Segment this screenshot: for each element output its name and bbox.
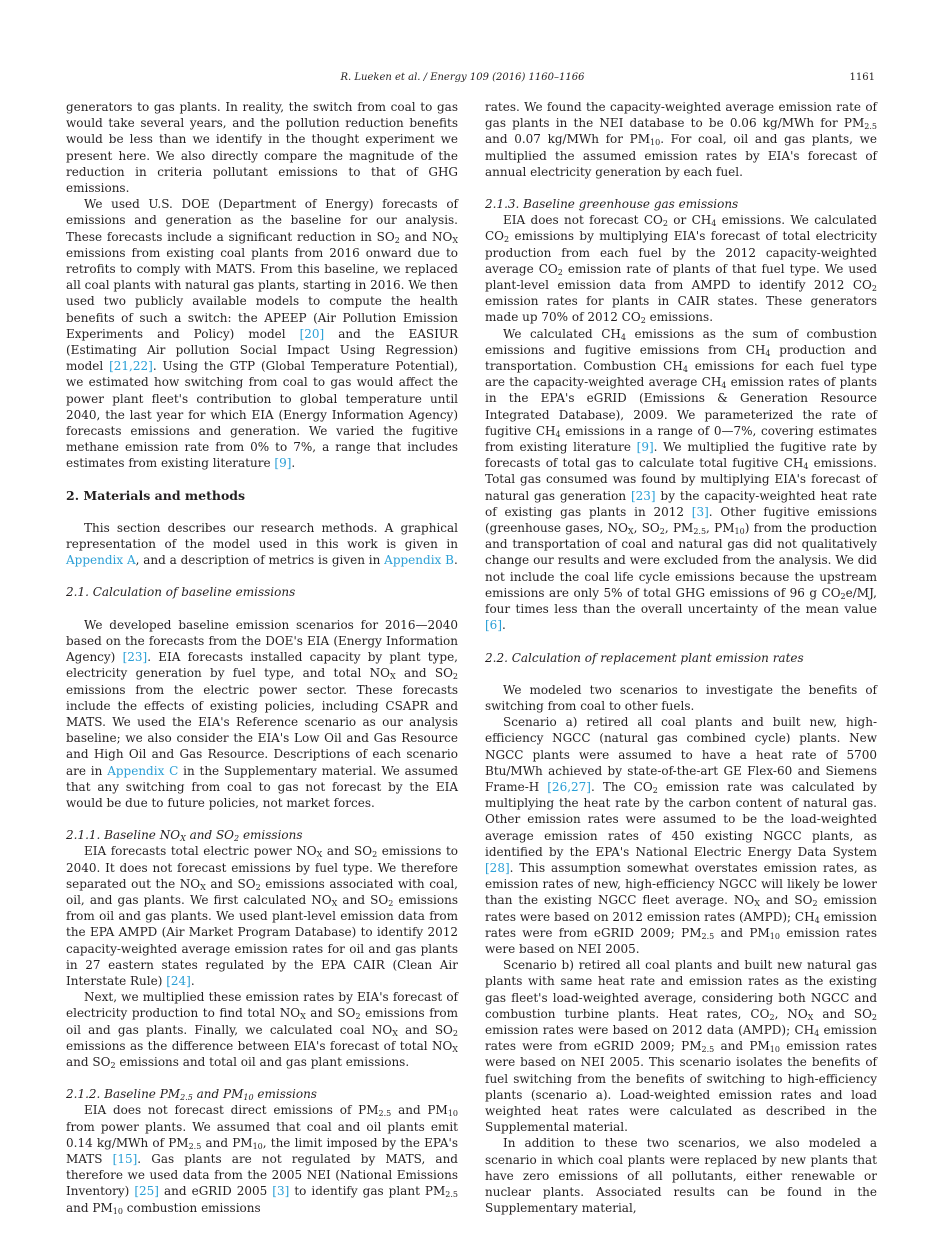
section-2-2-paragraph-4: In addition to these two scenarios, we also modeled a scenario in which coal plants were replaced by new plants that have zero emissions of all pollutants, either renewable or nuclear plants. Associated results can be found in the Supplementary material, <box>485 1136 877 1216</box>
appendix-a-link[interactable]: Appendix A <box>66 553 136 568</box>
citation-link[interactable]: [9] <box>636 440 654 455</box>
citation-link[interactable]: [6] <box>485 618 502 633</box>
citation-link[interactable]: [20] <box>299 326 325 341</box>
running-header <box>0 72 925 88</box>
citation-link[interactable]: [15] <box>112 1151 138 1166</box>
running-title: R. Lueken et al. / Energy 109 (2016) 1160–1166 <box>340 72 585 83</box>
citation-link[interactable]: [25] <box>134 1184 159 1199</box>
appendix-b-link[interactable]: Appendix B <box>384 553 454 568</box>
section-2-1-3-paragraph-1: EIA does not forecast $CO_2$ or $CH_4$ emissions. We calculated $CO_2$ emissions by multiplying EIA's forecast of total electricity production from each fuel by the 2012 capacity-weighted average $CO_2$ emission rate of plants of that fuel type. We used plant-level emission data from AMPD to identify 2012 $CO_2$ emission rates for plants in CAIR states. These generators made up 70% of 2012 $CO_2$ emissions. <box>485 213 878 326</box>
right-column <box>485 99 877 1216</box>
section-2-1-1-paragraph-2: Next, we multiplied these emission rates by EIA's forecast of electricity production to find total $NO_X$ and $SO_2$ emissions from oil and gas plants. Finally, we calculated coal $NO_X$ and $SO_2$ emissions as the difference between EIA's forecast of total $NO_X$ and $SO_2$ emissions and total oil and gas plant emissions. <box>66 990 459 1070</box>
intro-paragraph-1: generators to gas plants. In reality, the switch from coal to gas would take several years, and the pollution reduction benefits would be less than we identify in the thought experiment we present here. We also directly compare the magnitude of the reduction in criteria pollutant emissions to that of GHG emissions. <box>66 100 458 196</box>
section-2-2-paragraph-2: Scenario a) retired all coal plants and built new, high-efficiency NGCC (natural gas combined cycle) plants. New NGCC plants were assumed to have a heat rate of 5700 Btu/MWh achieved by state-of-the-art GE Flex-60 and Siemens Frame-H [26,27]. The $CO_2$ emission rate was calculated by multiplying the heat rate by the carbon content of natural gas. Other emission rates were assumed to be the load-weighted average emission rates of 450 existing NGCC plants, as identified by the EPA's National Electric Energy Data System [28]. This assumption somewhat overstates emission rates, as emission rates of new, high-efficiency NGCC will likely be lower than the existing NGCC fleet average. $NO_X$ and $SO_2$ emission rates were based on 2012 emission rates (AMPD); $CH_4$ emission rates were from eGRID 2009; $PM_{2.5}$ and $PM_{10}$ emission rates were based on NEI 2005. <box>485 715 877 956</box>
appendix-c-link[interactable]: Appendix C <box>107 763 179 778</box>
citation-link[interactable]: [21,22] <box>109 359 153 374</box>
section-2-2-paragraph-3: Scenario b) retired all coal plants and built new natural gas plants with same heat rate and emission rates as the existing gas fleet's load-weighted average, considering both NGCC and combustion turbine plants. Heat rates, $CO_2$, $NO_X$ and $SO_2$ emission rates were based on 2012 data (AMPD); $CH_4$ emission rates were from eGRID 2009; $PM_{2.5}$ and $PM_{10}$ emission rates were based on NEI 2005. This scenario isolates the benefits of fuel switching from the benefits of switching to high-efficiency plants (scenario a). Load-weighted emission rates and load weighted heat rates were calculated as described in the Supplemental material. <box>485 958 877 1135</box>
section-2-2-heading: 2.2. Calculation of replacement plant emission rates <box>485 650 804 665</box>
citation-link[interactable]: [3] <box>272 1184 290 1199</box>
section-2-1-2-paragraph: EIA does not forecast direct emissions of $PM_{2.5}$ and $PM_{10}$ from power plants. We assumed that coal and oil plants emit 0.14 kg/MWh of $PM_{2.5}$ and $PM_{10}$, the limit imposed by the EPA's MATS [15]. Gas plants are not regulated by MATS, and therefore we used data from the 2005 NEI (National Emissions Inventory) [25] and eGRID 2005 [3] to identify gas plant $PM_{2.5}$ and $PM_{10}$ combustion emissions <box>66 1103 459 1216</box>
citation-link[interactable]: [24] <box>166 973 191 988</box>
section-2-1-1-paragraph-1: EIA forecasts total electric power $NO_X$ and $SO_2$ emissions to 2040. It does not forecast emissions by fuel type. We therefore separated out the $NO_X$ and $SO_2$ emissions associated with coal, oil, and gas plants. We first calculated $NO_X$ and $SO_2$ emissions from oil and gas plants. We used plant-level emission data from the EPA AMPD (Air Market Program Database) to identify 2012 capacity-weighted average emission rates for oil and gas plants in 27 eastern states regulated by the EPA CAIR (Clean Air Interstate Rule) [24]. <box>66 844 458 988</box>
citation-link[interactable]: [23] <box>630 488 656 503</box>
section-2-paragraph: This section describes our research methods. A graphical representation of the model used in this work is given in Appendix A, and a description of metrics is given in Appendix B. <box>66 520 458 568</box>
section-2-1-3-heading: 2.1.3. Baseline greenhouse gas emissions <box>485 197 739 212</box>
continued-paragraph: rates. We found the capacity-weighted average emission rate of gas plants in the NEI database to be 0.06 kg/MWh for $PM_{2.5}$ and 0.07 kg/MWh for $PM_{10}$. For coal, oil and gas plants, we multiplied the assumed emission rates by EIA's forecast of annual electricity generation by each fuel. <box>485 100 877 179</box>
citation-link[interactable]: [28] <box>485 860 510 875</box>
citation-link[interactable]: [26,27] <box>547 779 591 794</box>
citation-link[interactable]: [23] <box>122 650 148 665</box>
section-2-1-heading: 2.1. Calculation of baseline emissions <box>66 585 296 600</box>
section-2-heading: 2. Materials and methods <box>66 487 246 503</box>
page-number: 1161 <box>849 72 875 83</box>
intro-paragraph-2: We used U.S. DOE (Department of Energy) forecasts of emissions and generation as the baseline for our analysis. These forecasts include a significant reduction in $SO_2$ and $NO_X$ emissions from existing coal plants from 2016 onward due to retrofits to comply with MATS. From this baseline, we replaced all coal plants with natural gas plants, starting in 2016. We then used two publicly available models to compute the health benefits of such a switch: the APEEP (Air Pollution Emission Experiments and Policy) model [20] and the EASIUR (Estimating Air pollution Social Impact Using Regression) model [21,22]. Using the GTP (Global Temperature Potential), we estimated how switching from coal to gas would affect the power plant fleet's contribution to global temperature until 2040, the last year for which EIA (Energy Information Agency) forecasts emissions and generation. We varied the fugitive methane emission rate from 0% to 7%, a range that includes estimates from existing literature [9]. <box>66 197 459 471</box>
section-2-1-3-paragraph-2: We calculated $CH_4$ emissions as the sum of combustion emissions and fugitive emissions from $CH_4$ production and transportation. Combustion $CH_4$ emissions for each fuel type are the capacity-weighted average $CH_4$ emission rates of plants in the EPA's eGRID (Emissions & Generation Resource Integrated Database), 2009. We parameterized the rate of fugitive $CH_4$ emissions in a range of 0—7%, covering estimates from existing literature [9]. We multiplied the fugitive rate by forecasts of total gas to calculate total fugitive $CH_4$ emissions. Total gas consumed was found by multiplying EIA's forecast of natural gas generation [23] by the capacity-weighted heat rate of existing gas plants in 2012 [3]. Other fugitive emissions (greenhouse gases, $NO_X$, $SO_2$, $PM_{2.5}$, $PM_{10}$) from the production and transportation of coal and natural gas did not qualitatively change our results and were excluded from the analysis. We did not include the coal life cycle emissions because the upstream emissions are only 5% of total GHG emissions of 96 g $CO_2e/MJ$, four times less than the overall uncertainty of the mean value [6]. <box>485 326 878 633</box>
left-column <box>66 99 458 1216</box>
section-2-1-2-heading: 2.1.2. Baseline $PM_{2.5}$ and $PM_{10}$ emissions <box>66 1087 317 1103</box>
section-2-2-paragraph-1: We modeled two scenarios to investigate the benefits of switching from coal to other fuels. <box>485 682 877 713</box>
citation-link[interactable]: [3] <box>691 504 709 519</box>
section-2-1-1-heading: 2.1.1. Baseline $NO_X$ and $SO_2$ emissions <box>66 828 303 844</box>
section-2-1-paragraph: We developed baseline emission scenarios for 2016—2040 based on the forecasts from the DOE's EIA (Energy Information Agency) [23]. EIA forecasts installed capacity by plant type, electricity generation by fuel type, and total $NO_X$ and $SO_2$ emissions from the electric power sector. These forecasts include the effects of existing policies, including CSAPR and MATS. We used the EIA's Reference scenario as our analysis baseline; we also consider the EIA's Low Oil and Gas Resource and High Oil and Gas Resource. Descriptions of each scenario are in Appendix C in the Supplementary material. We assumed that any switching from coal to gas not forecast by the EIA would be due to future policies, not market forces. <box>66 617 459 810</box>
citation-link[interactable]: [9] <box>274 456 292 471</box>
